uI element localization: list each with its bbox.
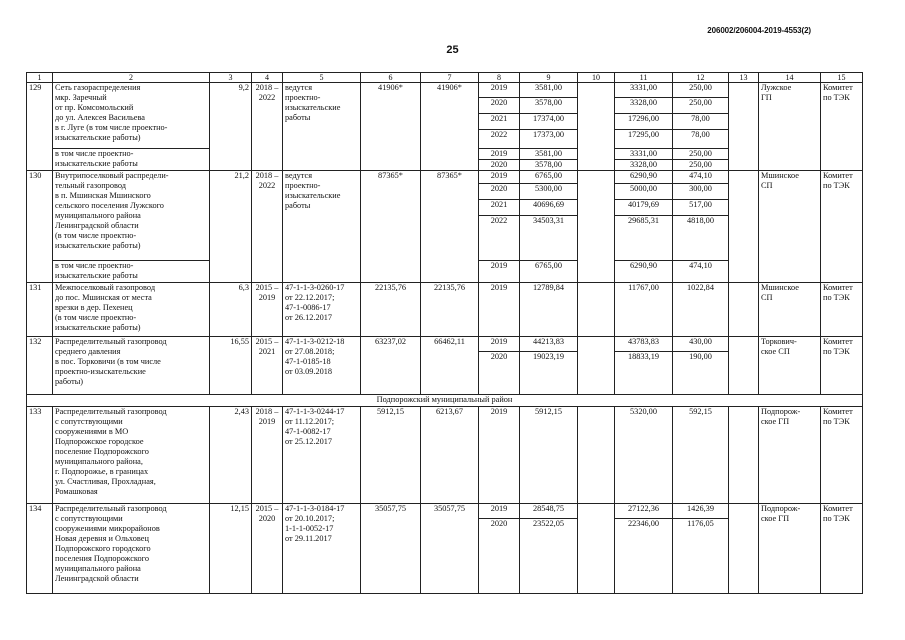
year: 2022	[490, 130, 508, 139]
row-number: 130	[27, 171, 53, 283]
total-funding	[520, 83, 578, 149]
value: 11767,00	[615, 283, 673, 337]
other-funding	[729, 504, 759, 594]
value: 40179,69	[615, 200, 672, 216]
value: 474,10	[673, 171, 728, 184]
responsible: Комитет по ТЭК	[821, 283, 863, 337]
total-funding	[520, 171, 578, 261]
value: 1426,39	[673, 504, 728, 519]
responsible: Комитет по ТЭК	[821, 504, 863, 594]
year: 2020	[490, 352, 508, 361]
period: 2018 – 2019	[252, 407, 283, 504]
region-row	[27, 395, 863, 407]
year: 2019	[479, 504, 519, 519]
col-2: 2	[53, 73, 210, 83]
length: 12,15	[210, 504, 252, 594]
length: 6,3	[210, 283, 252, 337]
col-5: 5	[283, 73, 361, 83]
value: 4818,00	[687, 216, 714, 225]
col-3: 3	[210, 73, 252, 83]
year: 2019	[479, 149, 519, 160]
year: 2019	[479, 83, 519, 98]
region-title: Подпорожский муниципальный район	[27, 395, 863, 407]
cost-total: 35057,75	[421, 504, 479, 594]
document-number: 206002/206004-2019-4553(2)	[707, 26, 811, 35]
year: 2020	[490, 160, 508, 169]
year: 2021	[479, 114, 519, 130]
year: 2020	[490, 519, 508, 528]
value: 474,10	[673, 261, 729, 283]
year: 2019	[479, 171, 519, 184]
year: 2021	[479, 200, 519, 216]
federal-funding	[578, 83, 615, 171]
value: 3578,00	[520, 98, 577, 114]
other-funding	[729, 83, 759, 171]
header-row	[27, 73, 863, 83]
value: 3331,00	[615, 83, 672, 98]
value: 517,00	[673, 200, 728, 216]
value: 3581,00	[520, 83, 577, 98]
cost-total: 87365*	[421, 171, 479, 283]
year: 2020	[479, 98, 519, 114]
length: 21,2	[210, 171, 252, 283]
period: 2018 – 2022	[252, 171, 283, 283]
other-funding	[729, 171, 759, 283]
value: 28548,75	[520, 504, 577, 519]
col-7: 7	[421, 73, 479, 83]
value: 29685,31	[627, 216, 660, 225]
object-name: Распределительный газопровод среднего давления в пос. Торковичи (в том числе проектно-изыскательские работы)	[53, 337, 210, 395]
length: 16,55	[210, 337, 252, 395]
value: 78,00	[673, 114, 728, 130]
permit: ведутся проектно- изыскательские работы	[283, 171, 361, 283]
table-row-129	[27, 83, 863, 149]
value: 22346,00	[627, 519, 660, 528]
row-number: 132	[27, 337, 53, 395]
col-9: 9	[520, 73, 578, 83]
gas-pipeline-table	[26, 72, 863, 594]
other-funding	[729, 283, 759, 337]
cost-total: 22135,76	[421, 283, 479, 337]
object-name: Сеть газораспределения мкр. Заречный от пр. Комсомольский до ул. Алексея Васильева в г. Луге (в том числе проектно- изыскательские работы)	[53, 83, 210, 149]
period: 2015 – 2021	[252, 337, 283, 395]
object-name: Распределительный газопровод с сопутствующими сооружениями в МО Подпорожское городское поселение Подпорожского муниципального района, г. Подпорожье, в границах ул. Счастливая, Прохладная, Ромашковая	[53, 407, 210, 504]
period: 2015 – 2019	[252, 283, 283, 337]
value: 5000,00	[615, 184, 672, 200]
row-number: 131	[27, 283, 53, 337]
value: 1022,84	[673, 283, 729, 337]
responsible: Комитет по ТЭК	[821, 407, 863, 504]
total-funding	[520, 504, 578, 594]
subrow-label: в том числе проектно- изыскательские работы	[53, 149, 210, 171]
page-number: 25	[446, 44, 459, 56]
value: 43783,83	[615, 337, 672, 352]
col-6: 6	[361, 73, 421, 83]
federal-funding	[578, 407, 615, 504]
cost-estimate: 87365*	[361, 171, 421, 283]
value: 430,00	[673, 337, 728, 352]
col-10: 10	[578, 73, 615, 83]
value: 23522,05	[532, 519, 565, 528]
cost-estimate: 5912,15	[361, 407, 421, 504]
permit: 47-1-1-3-0212-18 от 27.08.2018; 47-1-0185-18 от 03.09.2018	[283, 337, 361, 395]
year: 2019	[479, 407, 520, 504]
years	[479, 171, 520, 261]
col-8: 8	[479, 73, 520, 83]
value: 3328,00	[615, 98, 672, 114]
cost-total: 66462,11	[421, 337, 479, 395]
municipality: Лужское ГП	[759, 83, 821, 171]
years	[479, 337, 520, 395]
value: 34503,31	[532, 216, 565, 225]
federal-funding	[578, 171, 615, 283]
other-funding	[729, 407, 759, 504]
col-11: 11	[615, 73, 673, 83]
value: 250,00	[673, 98, 728, 114]
municipality: Мшинское СП	[759, 283, 821, 337]
permit: 47-1-1-3-0260-17 от 22.12.2017; 47-1-0086-17 от 26.12.2017	[283, 283, 361, 337]
local-funding	[673, 149, 729, 171]
regional-funding	[615, 504, 673, 594]
cost-estimate: 35057,75	[361, 504, 421, 594]
col-13: 13	[729, 73, 759, 83]
value: 250,00	[673, 83, 728, 98]
federal-funding	[578, 504, 615, 594]
value: 17296,00	[615, 114, 672, 130]
row-number: 134	[27, 504, 53, 594]
value: 5320,00	[615, 407, 673, 504]
regional-funding	[615, 337, 673, 395]
table-row-132	[27, 337, 863, 395]
year: 2022	[490, 216, 508, 225]
other-funding	[729, 337, 759, 395]
value: 17295,00	[627, 130, 660, 139]
cost-estimate: 63237,02	[361, 337, 421, 395]
responsible: Комитет по ТЭК	[821, 171, 863, 283]
value: 250,00	[689, 160, 712, 169]
col-4: 4	[252, 73, 283, 83]
table-row-130	[27, 171, 863, 261]
regional-funding	[615, 83, 673, 149]
municipality: Торкович- ское СП	[759, 337, 821, 395]
value: 44213,83	[520, 337, 577, 352]
object-name: Межпоселковый газопровод до пос. Мшинская от места врезки в дер. Пехенец (в том числе проектно- изыскательские работы)	[53, 283, 210, 337]
cost-estimate: 22135,76	[361, 283, 421, 337]
col-12: 12	[673, 73, 729, 83]
value: 3578,00	[535, 160, 562, 169]
col-15: 15	[821, 73, 863, 83]
col-14: 14	[759, 73, 821, 83]
years	[479, 504, 520, 594]
table-row-133	[27, 407, 863, 504]
subrow-label: в том числе проектно- изыскательские работы	[53, 261, 210, 283]
value: 5300,00	[520, 184, 577, 200]
value: 6290,90	[615, 261, 673, 283]
local-funding	[673, 83, 729, 149]
year: 2020	[479, 184, 519, 200]
col-1: 1	[27, 73, 53, 83]
permit: ведутся проектно- изыскательские работы	[283, 83, 361, 171]
value: 5912,15	[520, 407, 578, 504]
responsible: Комитет по ТЭК	[821, 83, 863, 171]
municipality: Подпорож- ское ГП	[759, 504, 821, 594]
permit: 47-1-1-3-0244-17 от 11.12.2017; 47-1-0082-17 от 25.12.2017	[283, 407, 361, 504]
permit: 47-1-1-3-0184-17 от 20.10.2017; 1-1-1-0052-17 от 29.11.2017	[283, 504, 361, 594]
value: 6290,90	[615, 171, 672, 184]
value: 6765,00	[520, 261, 578, 283]
federal-funding	[578, 283, 615, 337]
value: 3581,00	[520, 149, 577, 160]
value: 3328,00	[630, 160, 657, 169]
local-funding	[673, 337, 729, 395]
cost-estimate: 41906*	[361, 83, 421, 171]
regional-funding	[615, 171, 673, 261]
years	[479, 83, 520, 149]
years	[479, 149, 520, 171]
value: 40696,69	[520, 200, 577, 216]
municipality: Мшинское СП	[759, 171, 821, 283]
value: 3331,00	[615, 149, 672, 160]
local-funding	[673, 171, 729, 261]
period: 2015 – 2020	[252, 504, 283, 594]
length: 9,2	[210, 83, 252, 171]
value: 250,00	[673, 149, 728, 160]
local-funding	[673, 504, 729, 594]
year: 2019	[479, 283, 520, 337]
cost-total: 41906*	[421, 83, 479, 171]
value: 1176,05	[687, 519, 714, 528]
municipality: Подпорож- ское ГП	[759, 407, 821, 504]
value: 6765,00	[520, 171, 577, 184]
value: 17373,00	[532, 130, 565, 139]
row-number: 133	[27, 407, 53, 504]
value: 18833,19	[627, 352, 660, 361]
value: 300,00	[673, 184, 728, 200]
value: 27122,36	[615, 504, 672, 519]
year: 2019	[479, 337, 519, 352]
value: 12789,84	[520, 283, 578, 337]
object-name: Распределительный газопровод с сопутствующими сооружениями микрорайонов Новая деревня и Ольховец Подпорожского городского поселения Подпорожского муниципального района Ленинградской области	[53, 504, 210, 594]
cost-total: 6213,67	[421, 407, 479, 504]
value: 17374,00	[520, 114, 577, 130]
object-name: Внутрипоселковый распредели- тельный газопровод в п. Мшинская Мшинского сельского поселения Лужского муниципального района Ленинградской области (в том числе проектно- изыскательские работы)	[53, 171, 210, 261]
year: 2019	[479, 261, 520, 283]
value: 592,15	[673, 407, 729, 504]
regional-funding	[615, 149, 673, 171]
value: 78,00	[691, 130, 710, 139]
responsible: Комитет по ТЭК	[821, 337, 863, 395]
length: 2,43	[210, 407, 252, 504]
value: 19023,19	[532, 352, 565, 361]
total-funding	[520, 337, 578, 395]
row-number: 129	[27, 83, 53, 171]
federal-funding	[578, 337, 615, 395]
table-row-131	[27, 283, 863, 337]
value: 190,00	[689, 352, 712, 361]
total-funding	[520, 149, 578, 171]
period: 2018 – 2022	[252, 83, 283, 171]
table-row-134	[27, 504, 863, 594]
